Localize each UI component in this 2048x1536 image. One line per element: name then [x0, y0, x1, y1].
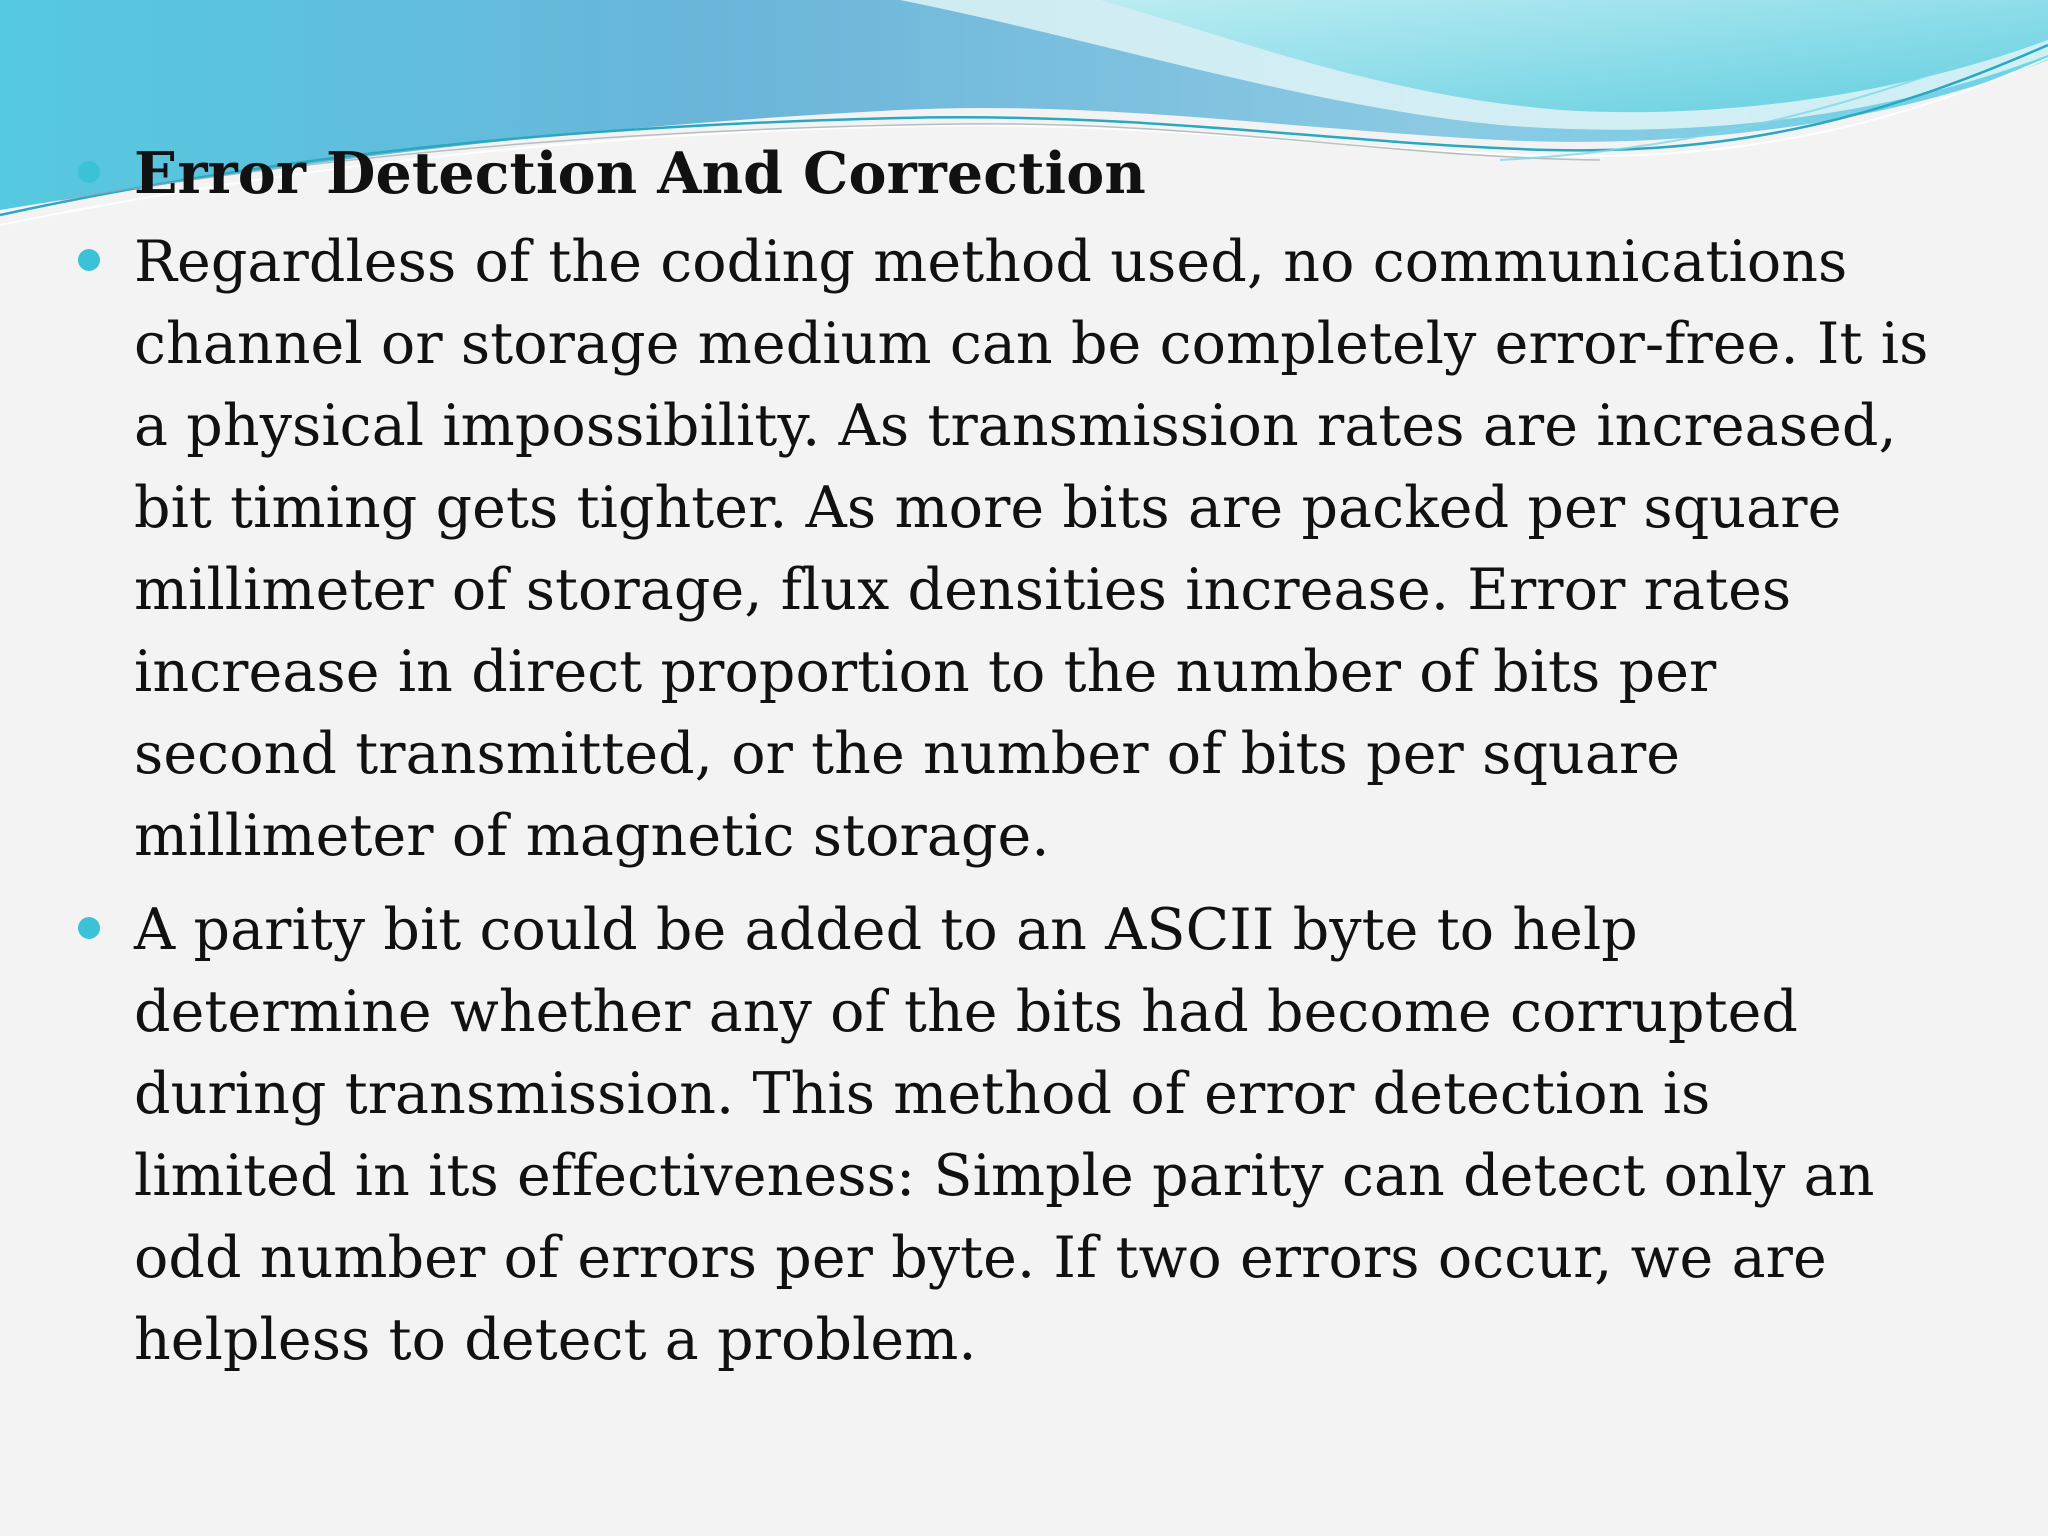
bullet-dot-icon	[78, 249, 100, 271]
paragraph-bullet-1	[134, 221, 1934, 877]
paragraph-line: during transmission. This method of error detection is	[134, 1061, 1711, 1127]
paragraph-line: millimeter of storage, flux densities increase. Error rates	[134, 557, 1792, 623]
paragraph-line: limited in its effectiveness: Simple parity can detect only an	[134, 1143, 1875, 1209]
paragraph-line: odd number of errors per byte. If two errors occur, we are	[134, 1225, 1827, 1291]
bullet-dot-icon	[78, 917, 100, 939]
paragraph-line: helpless to detect a problem.	[134, 1307, 977, 1373]
paragraph-line: channel or storage medium can be completely error-free. It is	[134, 311, 1929, 377]
slide-heading: Error Detection And Correction	[134, 140, 1146, 207]
paragraph-line: second transmitted, or the number of bits per square	[134, 721, 1681, 787]
bullet-dot-icon	[78, 161, 100, 183]
paragraph-line: Regardless of the coding method used, no communications	[134, 229, 1848, 295]
paragraph-line: A parity bit could be added to an ASCII byte to help	[134, 897, 1638, 963]
paragraph-line: bit timing gets tighter. As more bits are packed per square	[134, 475, 1842, 541]
paragraph-bullet-2	[134, 889, 1934, 1381]
paragraph-line: increase in direct proportion to the number of bits per	[134, 639, 1717, 705]
paragraph-line: millimeter of magnetic storage.	[134, 803, 1050, 869]
bullet-list	[134, 133, 1934, 1393]
paragraph-line: determine whether any of the bits had become corrupted	[134, 979, 1799, 1045]
paragraph-line: a physical impossibility. As transmission rates are increased,	[134, 393, 1897, 459]
heading-bullet	[134, 133, 1934, 215]
